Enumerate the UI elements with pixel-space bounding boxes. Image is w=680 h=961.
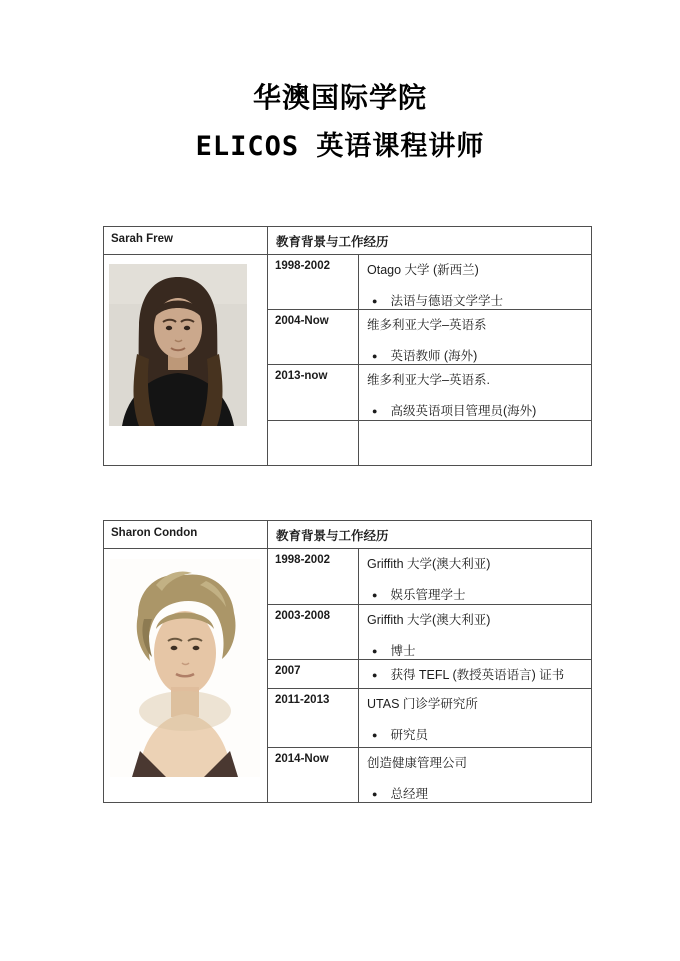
- bullet-line: [372, 346, 591, 364]
- bullet-line: [372, 291, 591, 309]
- bullet-line: [372, 401, 591, 419]
- education-header-label: 教育背景与工作经历: [276, 235, 389, 249]
- bullet-icon: ●: [372, 670, 378, 680]
- bullet-text: 总经理: [390, 787, 428, 801]
- detail-cell: [359, 310, 592, 365]
- bullet-icon: ●: [372, 789, 378, 799]
- bullet-text: 获得 TEFL (教授英语语言) 证书: [390, 668, 565, 682]
- bullet-line: [372, 725, 591, 743]
- period-text: 2003-2008: [275, 610, 330, 622]
- doc-title-line2: ELICOS 英语课程讲师: [195, 131, 485, 162]
- profile-table-sarah-frew: [103, 226, 592, 466]
- bullet-text: 研究员: [390, 728, 428, 742]
- bullet-icon: ●: [372, 351, 378, 361]
- period-text: 1998-2002: [275, 260, 330, 272]
- bullet-line: [372, 585, 591, 603]
- institution-text: 创造健康管理公司: [367, 756, 468, 770]
- period-cell: [268, 748, 359, 803]
- institution-text: Otago 大学 (新西兰): [367, 263, 479, 277]
- teacher-name: Sharon Condon: [111, 527, 198, 539]
- doc-title-line1: 华澳国际学院: [252, 82, 427, 113]
- detail-cell: [359, 421, 592, 466]
- detail-cell: [359, 549, 592, 605]
- education-header-cell: [268, 521, 592, 549]
- table-row: [104, 255, 592, 310]
- bullet-text: 高级英语项目管理员(海外): [390, 404, 537, 418]
- table-header-row: [104, 227, 592, 255]
- institution-text: Griffith 大学(澳大利亚): [367, 613, 491, 627]
- bullet-line: [372, 784, 591, 802]
- detail-cell: [359, 605, 592, 660]
- bullet-icon: ●: [372, 406, 378, 416]
- education-header-label: 教育背景与工作经历: [276, 529, 389, 543]
- detail-cell: [359, 748, 592, 803]
- period-cell: [268, 660, 359, 689]
- bullet-icon: ●: [372, 730, 378, 740]
- period-text: 2007: [275, 665, 301, 677]
- teacher-name: Sarah Frew: [111, 233, 173, 245]
- table-header-row: [104, 521, 592, 549]
- education-header-cell: [268, 227, 592, 255]
- photo-cell: [104, 549, 268, 803]
- detail-cell: [359, 255, 592, 310]
- period-cell: [268, 689, 359, 748]
- detail-cell: [359, 365, 592, 421]
- bullet-icon: ●: [372, 590, 378, 600]
- bullet-icon: ●: [372, 296, 378, 306]
- period-cell: [268, 421, 359, 466]
- bullet-text: 英语教师 (海外): [390, 349, 478, 363]
- bullet-line: [372, 641, 591, 659]
- period-cell: [268, 255, 359, 310]
- bullet-text: 法语与德语文学学士: [390, 294, 503, 308]
- period-cell: [268, 310, 359, 365]
- photo-cell: [104, 255, 268, 466]
- period-text: 1998-2002: [275, 554, 330, 566]
- bullet-icon: ●: [372, 646, 378, 656]
- teacher-name-cell: [104, 521, 268, 549]
- detail-cell: [359, 660, 592, 689]
- bullet-text: 娱乐管理学士: [390, 588, 466, 602]
- institution-text: Griffith 大学(澳大利亚): [367, 557, 491, 571]
- sarah-frew-photo: [109, 264, 247, 426]
- period-text: 2011-2013: [275, 694, 330, 706]
- period-cell: [268, 365, 359, 421]
- detail-cell: [359, 689, 592, 748]
- institution-text: UTAS 门诊学研究所: [367, 697, 478, 711]
- period-cell: [268, 605, 359, 660]
- profile-table-sharon-condon: [103, 520, 592, 803]
- institution-text: 维多利亚大学–英语系: [367, 318, 487, 332]
- institution-text: 维多利亚大学–英语系.: [367, 373, 490, 387]
- bullet-text: 博士: [390, 644, 416, 658]
- period-text: 2013-now: [275, 370, 328, 382]
- teacher-name-cell: [104, 227, 268, 255]
- period-text: 2014-Now: [275, 753, 329, 765]
- sharon-condon-photo: [110, 559, 260, 777]
- table-row: [104, 549, 592, 605]
- bullet-line: [372, 665, 591, 683]
- period-text: 2004-Now: [275, 315, 329, 327]
- period-cell: [268, 549, 359, 605]
